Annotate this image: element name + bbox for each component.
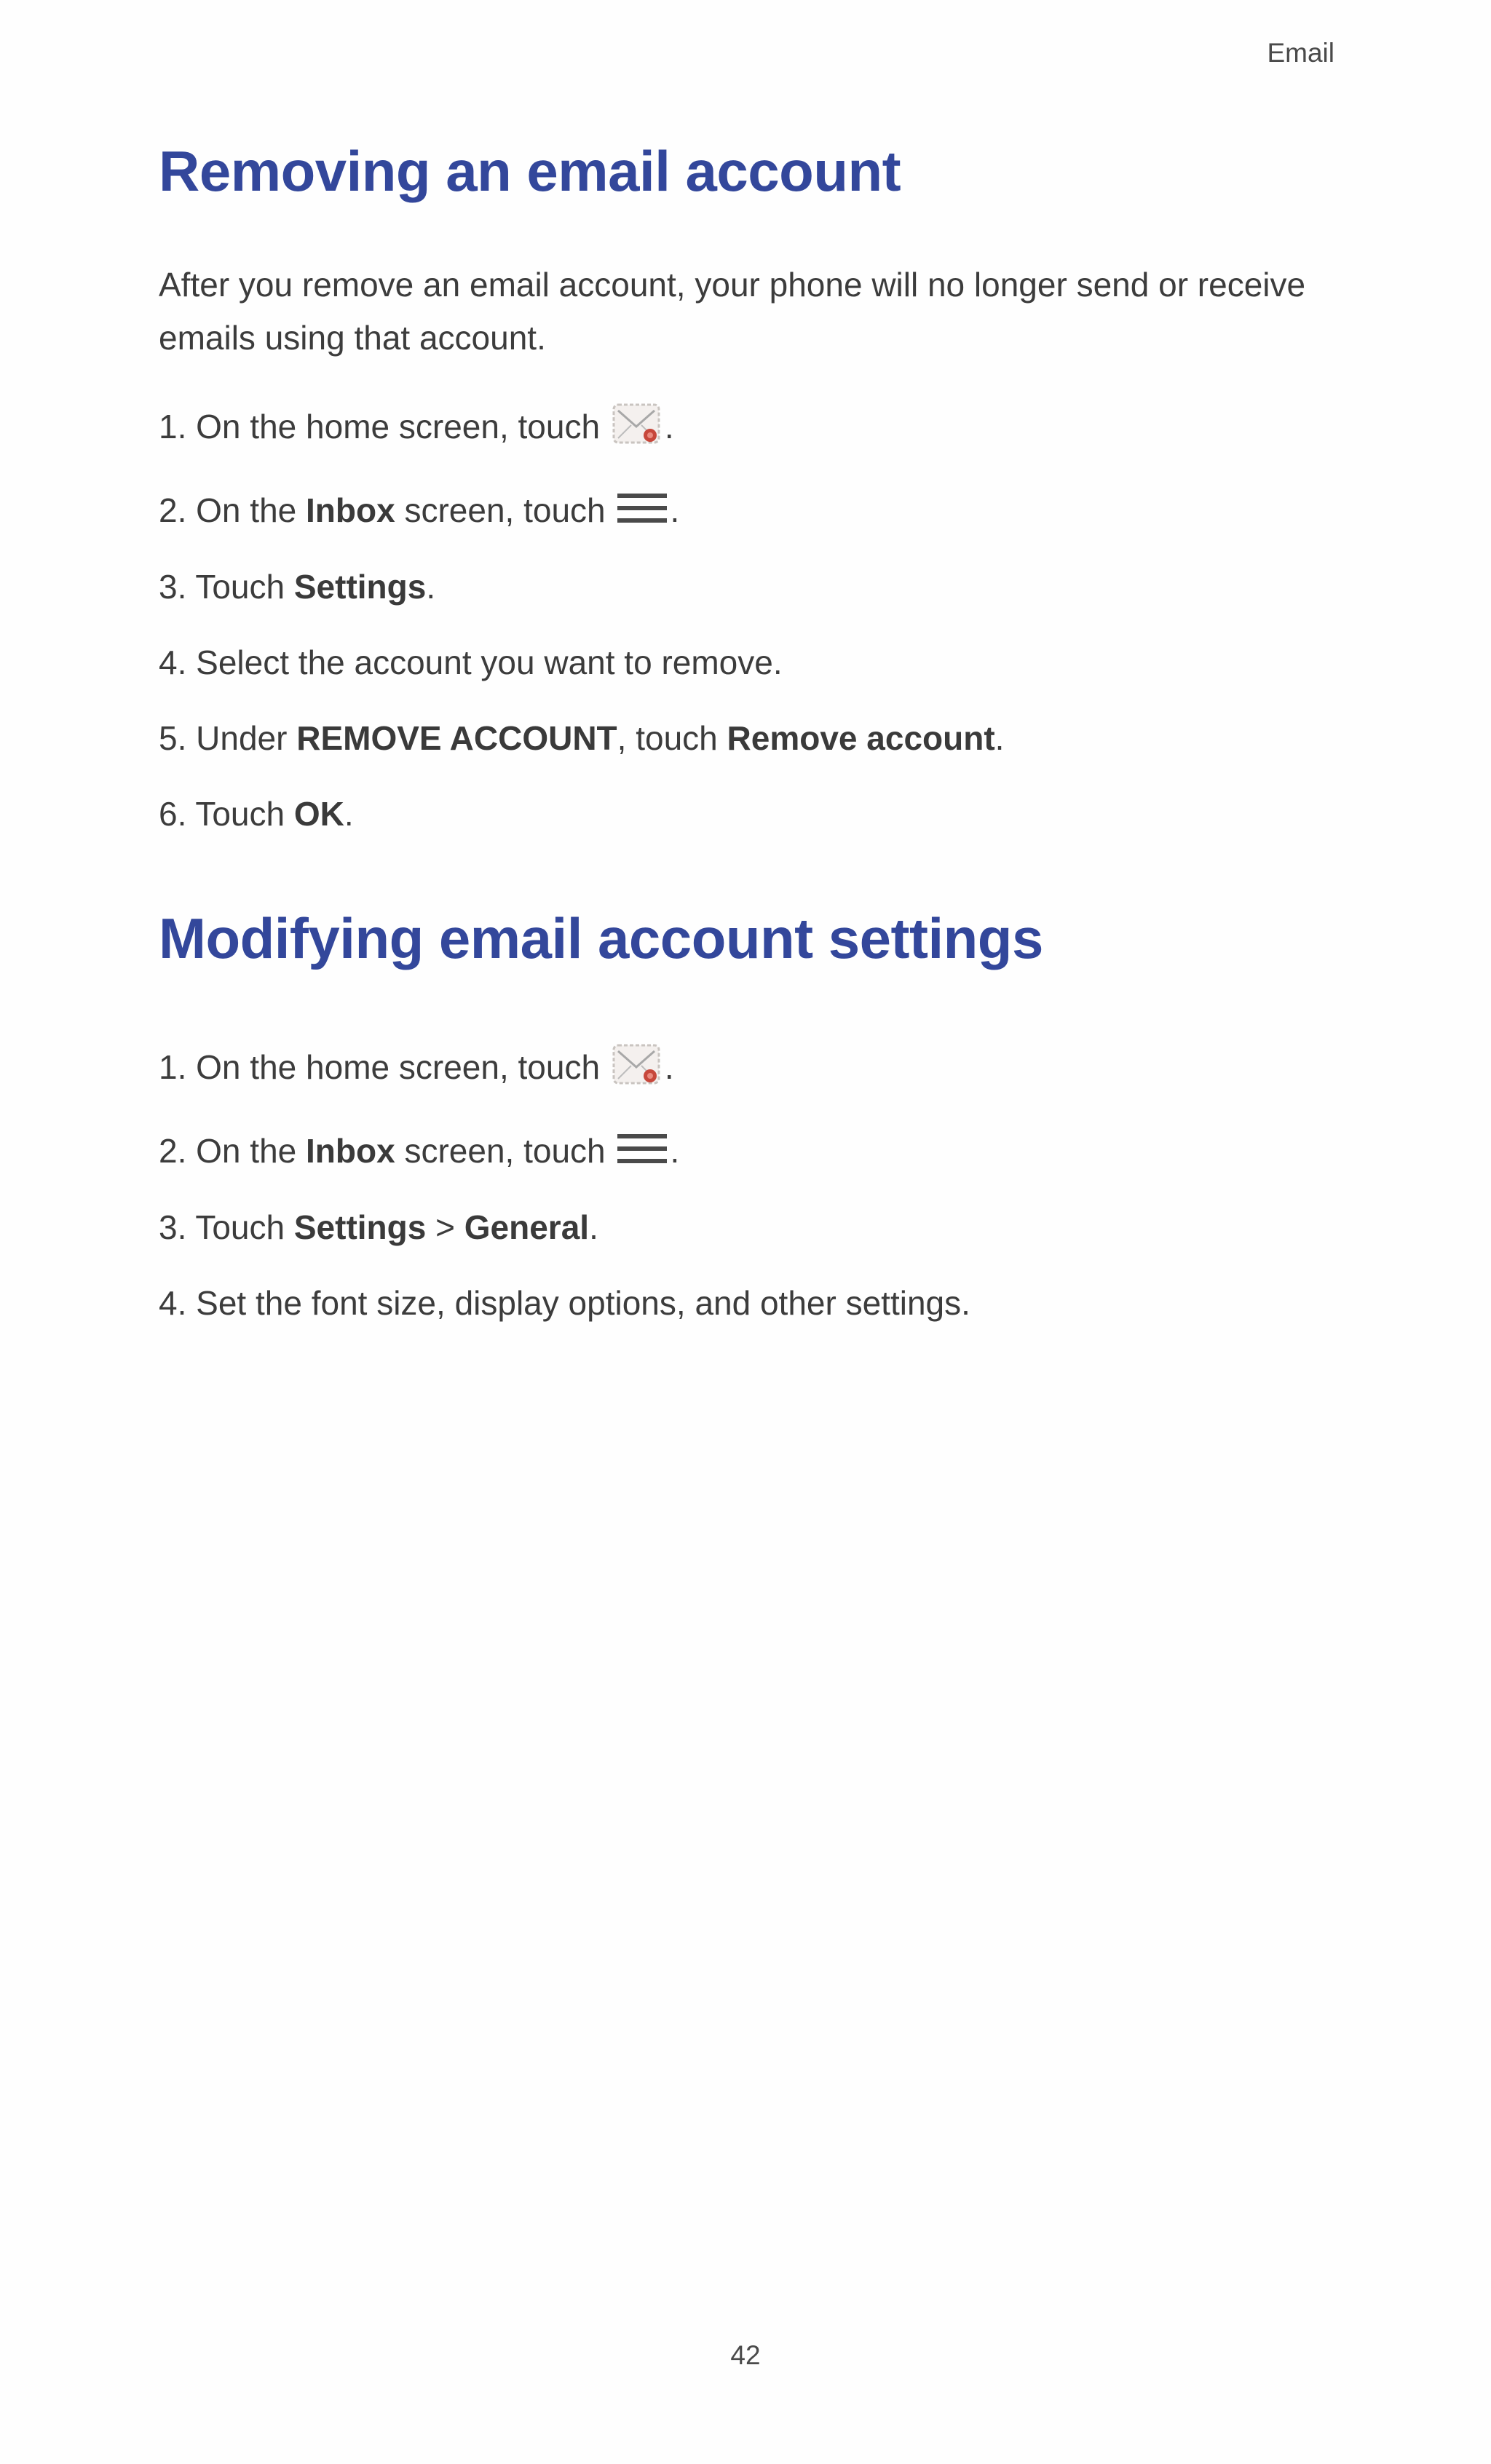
step-3: 3. Touch Settings > General.	[159, 1208, 598, 1246]
email-app-icon	[609, 1041, 665, 1099]
section-title: Modifying email account settings	[159, 906, 1043, 970]
step-3: 3. Touch Settings.	[159, 568, 436, 606]
step-2: 2. On the Inbox screen, touch .	[159, 488, 679, 539]
step-2: 2. On the Inbox screen, touch .	[159, 1128, 679, 1179]
email-app-icon	[609, 400, 665, 459]
page-number: 42	[730, 2340, 761, 2370]
section-removing-account	[159, 139, 1338, 203]
step-6: 6. Touch OK.	[159, 795, 354, 833]
menu-icon	[614, 488, 670, 539]
step-4: 4. Set the font size, display options, and other settings.	[159, 1284, 970, 1322]
section-modifying-settings	[159, 906, 1338, 970]
menu-icon	[614, 1128, 670, 1179]
step-1: 1. On the home screen, touch .	[159, 400, 674, 459]
step-4: 4. Select the account you want to remove.	[159, 643, 783, 681]
step-5: 5. Under REMOVE ACCOUNT, touch Remove account.	[159, 719, 1005, 757]
step-1: 1. On the home screen, touch .	[159, 1041, 674, 1099]
running-header: Email	[1267, 38, 1334, 68]
section-title: Removing an email account	[159, 139, 901, 203]
intro-paragraph: After you remove an email account, your phone will no longer send or receive emails using that account.	[159, 266, 1306, 357]
